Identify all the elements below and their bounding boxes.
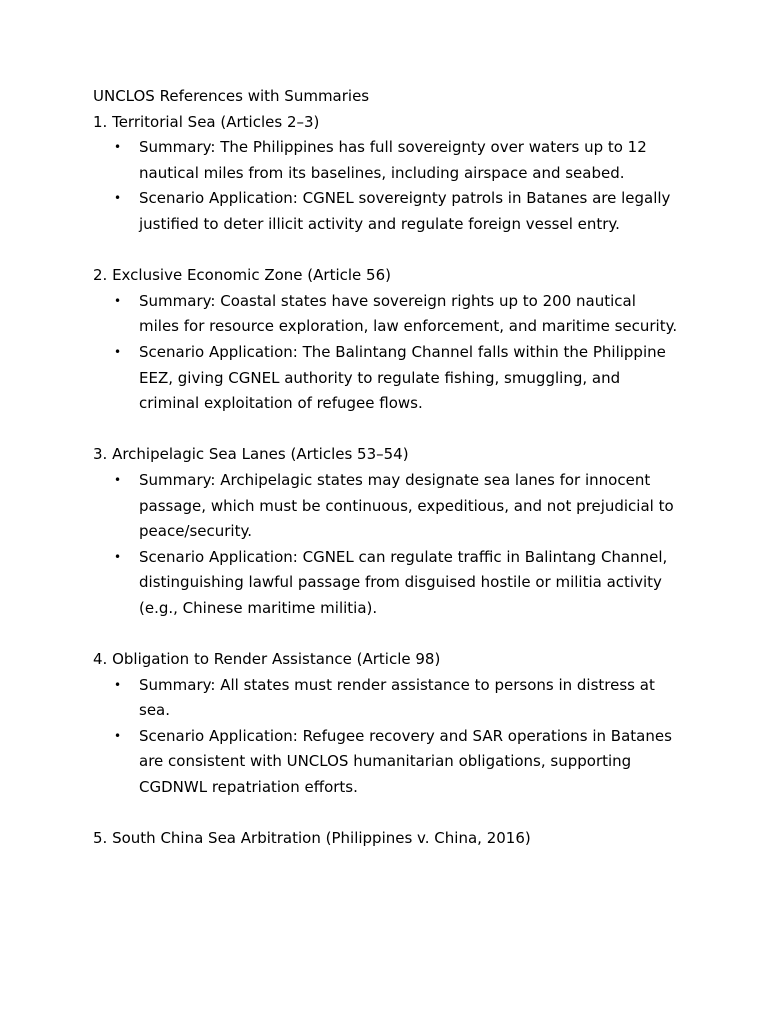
bullet-list bbox=[93, 289, 693, 417]
bullet-item bbox=[93, 673, 679, 724]
bullet-list bbox=[93, 468, 693, 622]
section-archipelagic-sea-lanes bbox=[93, 442, 693, 621]
section-territorial-sea bbox=[93, 110, 693, 238]
bullet-text: Summary: Coastal states have sovereign rights up to 200 nautical miles for resource exploration, law enforcement, and maritime security. bbox=[139, 291, 678, 336]
bullet-text: Scenario Application: The Balintang Channel falls within the Philippine EEZ, giving CGNEL authority to regulate fishing, smuggling, and criminal exploitation of refugee flows. bbox=[139, 342, 666, 413]
bullet-icon: • bbox=[114, 293, 122, 308]
document-title: UNCLOS References with Summaries bbox=[93, 87, 370, 105]
bullet-item bbox=[93, 289, 679, 340]
bullet-item bbox=[93, 468, 679, 545]
section-exclusive-economic-zone bbox=[93, 263, 693, 417]
bullet-icon: • bbox=[114, 549, 122, 564]
bullet-text: Scenario Application: Refugee recovery and SAR operations in Batanes are consistent with UNCLOS humanitarian obligations, supporting CGDNWL repatriation efforts. bbox=[139, 726, 672, 797]
bullet-item bbox=[93, 724, 679, 801]
bullet-text: Scenario Application: CGNEL can regulate traffic in Balintang Channel, distinguishing lawful passage from disguised hostile or militia activity (e.g., Chinese maritime militia). bbox=[139, 547, 668, 617]
bullet-item bbox=[93, 135, 679, 186]
bullet-item bbox=[93, 186, 679, 237]
bullet-icon: • bbox=[114, 140, 122, 155]
bullet-icon: • bbox=[114, 472, 122, 487]
section-heading: 1. Territorial Sea (Articles 2–3) bbox=[93, 112, 320, 131]
bullet-text: Scenario Application: CGNEL sovereignty patrols in Batanes are legally justified to deter illicit activity and regulate foreign vessel entry. bbox=[139, 189, 671, 233]
bullet-item bbox=[93, 340, 679, 417]
bullet-icon: • bbox=[114, 344, 122, 359]
document-page bbox=[93, 84, 693, 852]
bullet-text: Summary: Archipelagic states may designate sea lanes for innocent passage, which must be continuous, expeditious, and not prejudicial to peace/security. bbox=[139, 470, 674, 541]
section-heading: 3. Archipelagic Sea Lanes (Articles 53–54) bbox=[93, 445, 409, 464]
bullet-text: Summary: The Philippines has full sovereignty over waters up to 12 nautical miles from its baselines, including airspace and seabed. bbox=[139, 138, 647, 182]
section-heading: 5. South China Sea Arbitration (Philippines v. China, 2016) bbox=[93, 829, 531, 848]
section-heading: 4. Obligation to Render Assistance (Article 98) bbox=[93, 650, 441, 669]
bullet-icon: • bbox=[114, 728, 122, 743]
bullet-item bbox=[93, 545, 679, 622]
bullet-list bbox=[93, 135, 693, 237]
bullet-icon: • bbox=[114, 191, 122, 206]
bullet-icon: • bbox=[114, 677, 122, 692]
section-heading: 2. Exclusive Economic Zone (Article 56) bbox=[93, 266, 391, 285]
bullet-text: Summary: All states must render assistance to persons in distress at sea. bbox=[139, 675, 655, 720]
section-south-china-sea-arbitration bbox=[93, 826, 693, 852]
section-obligation-to-render-assistance bbox=[93, 647, 693, 801]
bullet-list bbox=[93, 673, 693, 801]
